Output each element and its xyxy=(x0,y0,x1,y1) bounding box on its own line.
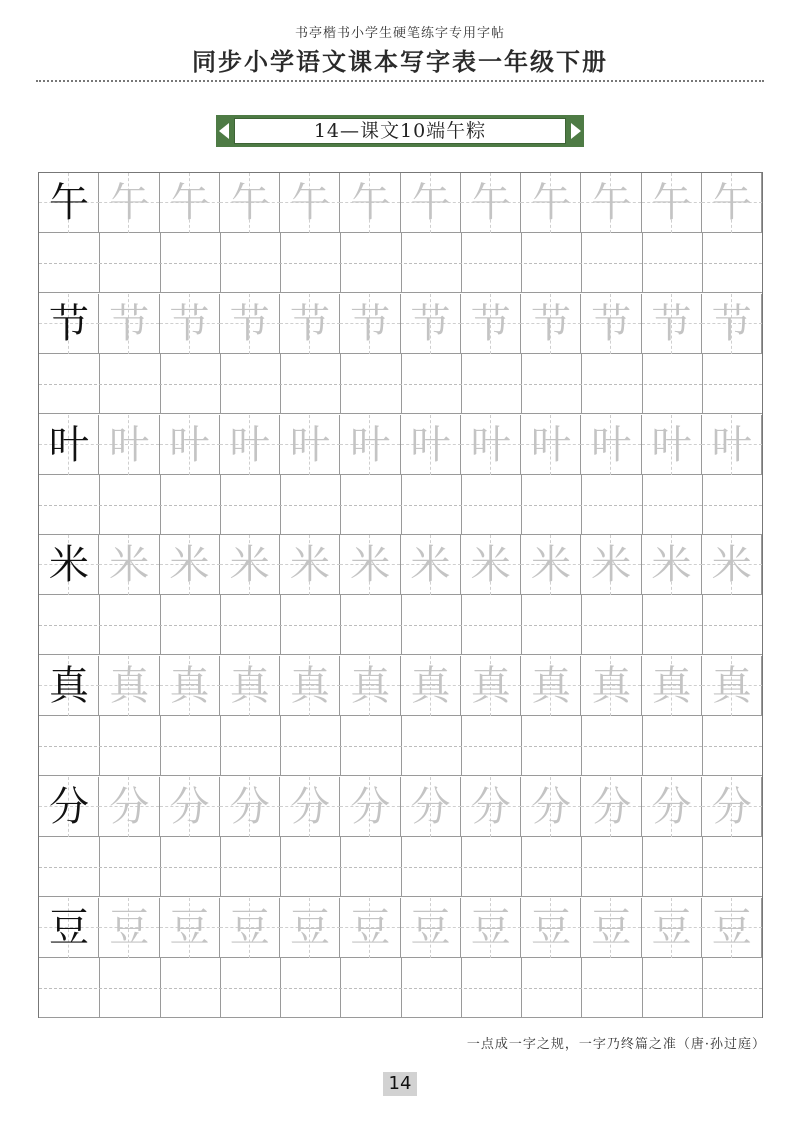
trace-character: 午 xyxy=(470,180,511,226)
arrow-left-icon xyxy=(219,123,229,139)
trace-character-cell xyxy=(401,294,461,354)
trace-character: 节 xyxy=(290,300,330,347)
trace-character-cell xyxy=(702,898,762,958)
trace-character: 豆 xyxy=(229,904,270,951)
trace-character-cell xyxy=(521,415,581,475)
page-number: 14 xyxy=(383,1072,417,1096)
trace-character-cell xyxy=(99,415,159,475)
practice-row xyxy=(39,173,762,293)
blank-writing-band xyxy=(39,354,762,414)
trace-character-cell xyxy=(340,898,400,958)
trace-character-cell xyxy=(160,656,220,716)
trace-character: 米 xyxy=(410,542,451,589)
trace-character: 分 xyxy=(651,784,692,830)
trace-character-cell xyxy=(220,294,280,354)
trace-character: 米 xyxy=(470,542,511,589)
trace-character-cell xyxy=(521,294,581,354)
trace-character: 叶 xyxy=(591,421,632,468)
trace-character: 米 xyxy=(531,542,571,589)
trace-character: 午 xyxy=(109,180,150,226)
trace-character: 分 xyxy=(591,784,632,830)
trace-character: 豆 xyxy=(290,904,330,951)
practice-row xyxy=(39,294,762,414)
trace-character-cell xyxy=(642,173,702,233)
trace-character-cell xyxy=(461,777,521,837)
guide-line xyxy=(39,505,762,506)
trace-character-cell xyxy=(220,173,280,233)
blank-writing-band xyxy=(39,837,762,897)
guide-line xyxy=(39,625,762,626)
trace-character-cell xyxy=(280,656,340,716)
trace-character: 叶 xyxy=(229,421,270,468)
practice-row xyxy=(39,656,762,776)
trace-character-cell xyxy=(99,535,159,595)
trace-character: 真 xyxy=(531,663,571,710)
trace-character-cell xyxy=(340,173,400,233)
trace-character: 节 xyxy=(591,300,632,347)
trace-character: 米 xyxy=(651,542,692,589)
trace-character: 豆 xyxy=(350,904,391,951)
model-character-cell xyxy=(39,173,99,233)
trace-character-cell xyxy=(642,535,702,595)
trace-character-cell xyxy=(702,535,762,595)
model-character: 真 xyxy=(49,663,89,710)
trace-character: 米 xyxy=(169,542,210,589)
practice-row xyxy=(39,777,762,897)
trace-character: 叶 xyxy=(470,421,511,468)
trace-character-cell xyxy=(702,656,762,716)
trace-character-cell xyxy=(401,898,461,958)
trace-character-cell xyxy=(280,535,340,595)
trace-character-cell xyxy=(160,777,220,837)
model-character-cell xyxy=(39,535,99,595)
trace-character: 节 xyxy=(531,300,571,347)
trace-character-cell xyxy=(280,173,340,233)
model-character-cell xyxy=(39,777,99,837)
trace-character: 午 xyxy=(290,180,330,226)
trace-character: 真 xyxy=(350,663,391,710)
trace-character: 节 xyxy=(169,300,210,347)
model-character-cell xyxy=(39,656,99,716)
trace-character: 叶 xyxy=(651,421,692,468)
trace-character-cell xyxy=(642,777,702,837)
trace-character-cell xyxy=(461,898,521,958)
trace-character: 分 xyxy=(109,784,150,830)
trace-character: 叶 xyxy=(169,421,210,468)
trace-character-cell xyxy=(160,173,220,233)
trace-character: 分 xyxy=(470,784,511,830)
trace-character-cell xyxy=(461,294,521,354)
trace-character-cell xyxy=(280,415,340,475)
trace-character-cell xyxy=(160,898,220,958)
trace-character: 豆 xyxy=(591,904,632,951)
model-character: 午 xyxy=(49,180,89,226)
trace-character-cell xyxy=(99,656,159,716)
practice-grid xyxy=(38,172,763,1018)
guide-line xyxy=(39,867,762,868)
trace-character-cell xyxy=(160,294,220,354)
trace-character: 午 xyxy=(711,180,752,226)
trace-character-cell xyxy=(280,294,340,354)
trace-character: 真 xyxy=(229,663,270,710)
trace-character: 叶 xyxy=(531,421,571,468)
blank-writing-band xyxy=(39,958,762,1018)
blank-writing-band xyxy=(39,475,762,535)
trace-character: 分 xyxy=(290,784,330,830)
trace-character: 真 xyxy=(109,663,150,710)
trace-character-cell xyxy=(340,294,400,354)
model-character: 分 xyxy=(49,784,89,830)
trace-character: 节 xyxy=(350,300,391,347)
trace-character-cell xyxy=(702,173,762,233)
trace-character-cell xyxy=(581,173,641,233)
guide-line xyxy=(39,384,762,385)
trace-character: 午 xyxy=(591,180,632,226)
guide-line xyxy=(39,263,762,264)
lesson-banner xyxy=(216,115,584,147)
trace-character: 真 xyxy=(711,663,752,710)
arrow-right-icon xyxy=(571,123,581,139)
trace-character-cell xyxy=(401,777,461,837)
trace-character: 午 xyxy=(531,180,571,226)
trace-character-cell xyxy=(401,415,461,475)
trace-character-cell xyxy=(220,898,280,958)
trace-character: 午 xyxy=(410,180,451,226)
trace-character: 午 xyxy=(229,180,270,226)
trace-character-cell xyxy=(461,656,521,716)
trace-character: 节 xyxy=(229,300,270,347)
trace-character: 节 xyxy=(711,300,752,347)
trace-character-cell xyxy=(702,415,762,475)
trace-character: 米 xyxy=(711,542,752,589)
model-character-cell xyxy=(39,898,99,958)
trace-character-cell xyxy=(401,535,461,595)
trace-character-cell xyxy=(340,535,400,595)
footer-quote: 一点成一字之规，一字乃终篇之准（唐·孙过庭） xyxy=(466,1037,766,1052)
trace-character-cell xyxy=(461,415,521,475)
blank-writing-band xyxy=(39,716,762,776)
trace-character: 节 xyxy=(410,300,451,347)
trace-character-cell xyxy=(521,777,581,837)
model-character: 豆 xyxy=(49,904,89,951)
model-character: 节 xyxy=(49,300,89,347)
trace-character-cell xyxy=(642,294,702,354)
practice-row xyxy=(39,898,762,1018)
trace-character-cell xyxy=(220,415,280,475)
trace-character-cell xyxy=(581,294,641,354)
trace-character: 豆 xyxy=(410,904,451,951)
trace-character: 分 xyxy=(229,784,270,830)
trace-character-cell xyxy=(581,535,641,595)
trace-character: 真 xyxy=(410,663,451,710)
trace-character: 豆 xyxy=(169,904,210,951)
header-divider xyxy=(36,80,764,82)
trace-character: 叶 xyxy=(711,421,752,468)
trace-character: 分 xyxy=(350,784,391,830)
page-title: 同步小学语文课本写字表一年级下册 xyxy=(192,47,608,76)
trace-character-cell xyxy=(280,898,340,958)
trace-character-cell xyxy=(521,535,581,595)
trace-character-cell xyxy=(340,415,400,475)
trace-character-cell xyxy=(642,656,702,716)
trace-character: 豆 xyxy=(711,904,752,951)
trace-character: 午 xyxy=(350,180,391,226)
trace-character-cell xyxy=(220,777,280,837)
trace-character: 豆 xyxy=(531,904,571,951)
header-series: 书亭楷书小学生硬笔练字专用字帖 xyxy=(294,26,505,41)
trace-character: 节 xyxy=(109,300,150,347)
trace-character: 节 xyxy=(470,300,511,347)
trace-character-cell xyxy=(521,898,581,958)
trace-character: 分 xyxy=(169,784,210,830)
trace-character: 米 xyxy=(229,542,270,589)
trace-character-cell xyxy=(581,415,641,475)
trace-character-cell xyxy=(280,777,340,837)
guide-line xyxy=(39,746,762,747)
trace-character-cell xyxy=(160,535,220,595)
trace-character-cell xyxy=(160,415,220,475)
trace-character: 真 xyxy=(651,663,692,710)
trace-character: 米 xyxy=(109,542,150,589)
trace-character-cell xyxy=(340,656,400,716)
trace-character: 豆 xyxy=(109,904,150,951)
trace-character: 真 xyxy=(169,663,210,710)
trace-character: 分 xyxy=(711,784,752,830)
trace-character-cell xyxy=(220,535,280,595)
trace-character: 真 xyxy=(290,663,330,710)
trace-character: 叶 xyxy=(290,421,330,468)
model-character: 叶 xyxy=(49,421,89,468)
trace-character-cell xyxy=(521,656,581,716)
trace-character: 米 xyxy=(350,542,391,589)
trace-character-cell xyxy=(581,777,641,837)
trace-character: 豆 xyxy=(470,904,511,951)
trace-character: 分 xyxy=(410,784,451,830)
trace-character-cell xyxy=(340,777,400,837)
trace-character: 分 xyxy=(531,784,571,830)
trace-character-cell xyxy=(702,777,762,837)
trace-character: 叶 xyxy=(109,421,150,468)
trace-character: 豆 xyxy=(651,904,692,951)
model-character: 米 xyxy=(49,542,89,589)
trace-character: 午 xyxy=(651,180,692,226)
trace-character: 叶 xyxy=(350,421,391,468)
trace-character-cell xyxy=(401,173,461,233)
trace-character-cell xyxy=(521,173,581,233)
trace-character-cell xyxy=(401,656,461,716)
practice-row xyxy=(39,415,762,535)
trace-character-cell xyxy=(642,415,702,475)
model-character-cell xyxy=(39,415,99,475)
lesson-label: 14—课文10端午粽 xyxy=(234,118,566,144)
trace-character: 米 xyxy=(290,542,330,589)
trace-character: 真 xyxy=(470,663,511,710)
trace-character-cell xyxy=(99,898,159,958)
trace-character-cell xyxy=(461,173,521,233)
trace-character-cell xyxy=(581,656,641,716)
blank-writing-band xyxy=(39,233,762,293)
trace-character: 午 xyxy=(169,180,210,226)
trace-character-cell xyxy=(99,777,159,837)
trace-character-cell xyxy=(702,294,762,354)
guide-line xyxy=(39,988,762,989)
trace-character-cell xyxy=(220,656,280,716)
trace-character-cell xyxy=(99,173,159,233)
trace-character-cell xyxy=(461,535,521,595)
trace-character: 节 xyxy=(651,300,692,347)
model-character-cell xyxy=(39,294,99,354)
blank-writing-band xyxy=(39,595,762,655)
trace-character-cell xyxy=(581,898,641,958)
trace-character: 米 xyxy=(591,542,632,589)
trace-character: 叶 xyxy=(410,421,451,468)
trace-character: 真 xyxy=(591,663,632,710)
practice-row xyxy=(39,535,762,655)
trace-character-cell xyxy=(642,898,702,958)
trace-character-cell xyxy=(99,294,159,354)
